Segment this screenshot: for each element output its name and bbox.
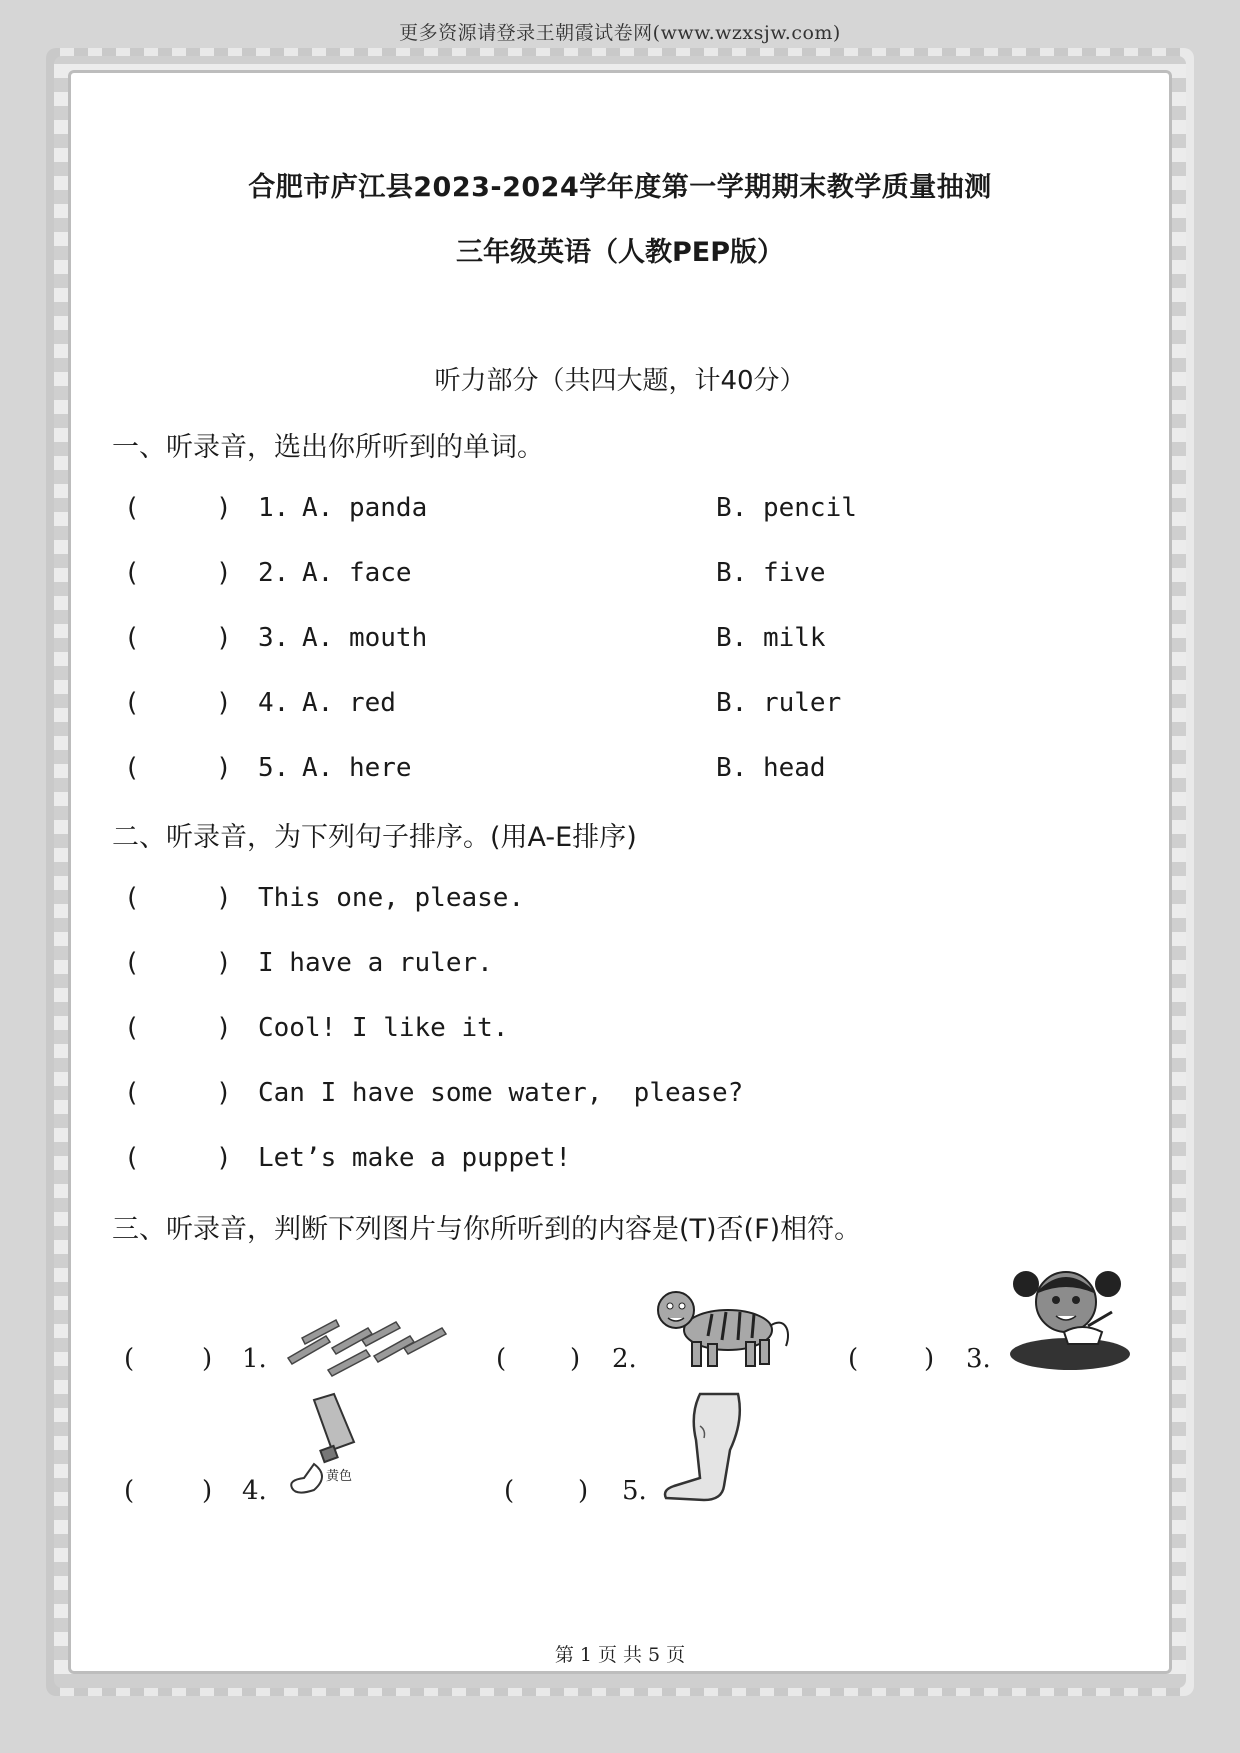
exam-title: 合肥市庐江县2023-2024学年度第一学期期末教学质量抽测 — [248, 172, 992, 203]
answer-paren-right: ) — [216, 623, 232, 653]
item-number: 1. — [242, 1344, 267, 1374]
answer-paren-left: ( — [124, 883, 140, 913]
answer-paren-right: ) — [202, 1476, 213, 1506]
item-number: 4. — [258, 688, 290, 718]
answer-paren-right: ) — [578, 1476, 589, 1506]
part1-heading: 一、听录音，选出你所听到的单词。 — [112, 432, 544, 463]
item-number: 1. — [258, 493, 290, 523]
answer-paren-left: ( — [124, 1143, 140, 1173]
answer-paren-left: ( — [124, 1344, 135, 1374]
answer-paren-right: ) — [216, 883, 232, 913]
item-number: 4. — [242, 1476, 267, 1506]
sentence-text: Let’s make a puppet! — [258, 1143, 572, 1173]
item-number: 2. — [612, 1344, 637, 1374]
top-watermark-note: 更多资源请登录王朝霞试卷网(www.wzxsjw.com) — [399, 22, 841, 44]
paint-color-label: 黄色 — [326, 1469, 353, 1484]
item-number: 2. — [258, 558, 290, 588]
sentence-text: Can I have some water, please? — [258, 1078, 744, 1108]
option-b: B. pencil — [716, 493, 857, 523]
answer-paren-left: ( — [124, 1078, 140, 1108]
paper-sheet — [68, 70, 1172, 1674]
option-b: B. head — [716, 753, 826, 783]
option-a: A. here — [302, 753, 412, 783]
option-a: A. panda — [302, 493, 428, 523]
exam-subtitle: 三年级英语（人教PEP版） — [455, 237, 785, 268]
option-b: B. milk — [716, 623, 826, 653]
answer-paren-right: ) — [216, 558, 232, 588]
part2-item-4 — [124, 1078, 1124, 1112]
option-a: A. face — [302, 558, 412, 588]
answer-paren-right: ) — [216, 753, 232, 783]
item-number: 3. — [258, 623, 290, 653]
item-number: 5. — [622, 1476, 647, 1506]
answer-paren-right: ) — [924, 1344, 935, 1374]
part2-item-3 — [124, 1013, 1124, 1047]
part3-item-5 — [504, 1476, 664, 1516]
part1-item-3 — [124, 623, 1124, 657]
sentence-text: I have a ruler. — [258, 948, 493, 978]
sentence-text: This one, please. — [258, 883, 525, 913]
part3-item-4 — [124, 1476, 284, 1516]
answer-paren-left: ( — [848, 1344, 859, 1374]
answer-paren-left: ( — [496, 1344, 507, 1374]
part2-item-5 — [124, 1143, 1124, 1177]
part3-item-3 — [848, 1344, 1008, 1384]
girl-eating-icon — [1008, 1262, 1132, 1372]
option-b: B. five — [716, 558, 826, 588]
part2-item-1 — [124, 883, 1124, 917]
sentence-text: Cool! I like it. — [258, 1013, 509, 1043]
answer-paren-left: ( — [124, 1013, 140, 1043]
part1-item-1 — [124, 493, 1124, 527]
item-number: 5. — [258, 753, 290, 783]
answer-paren-right: ) — [216, 948, 232, 978]
listening-section-header: 听力部分（共四大题，计40分） — [434, 366, 806, 396]
answer-paren-right: ) — [216, 688, 232, 718]
crayons-icon — [284, 1300, 454, 1380]
answer-paren-left: ( — [124, 623, 140, 653]
leg-icon — [660, 1390, 756, 1506]
part2-heading: 二、听录音，为下列句子排序。(用A-E排序) — [112, 822, 637, 853]
answer-paren-right: ) — [216, 493, 232, 523]
paint-tube-icon — [284, 1392, 368, 1504]
item-number: 3. — [966, 1344, 991, 1374]
answer-paren-left: ( — [124, 688, 140, 718]
part1-item-2 — [124, 558, 1124, 592]
answer-paren-right: ) — [202, 1344, 213, 1374]
part1-item-4 — [124, 688, 1124, 722]
answer-paren-right: ) — [216, 1013, 232, 1043]
answer-paren-left: ( — [124, 948, 140, 978]
page-footer: 第 1 页 共 5 页 — [554, 1644, 686, 1666]
tiger-icon — [652, 1286, 794, 1370]
part2-item-2 — [124, 948, 1124, 982]
answer-paren-right: ) — [570, 1344, 581, 1374]
option-b: B. ruler — [716, 688, 842, 718]
answer-paren-left: ( — [124, 558, 140, 588]
option-a: A. red — [302, 688, 396, 718]
answer-paren-right: ) — [216, 1078, 232, 1108]
part3-item-2 — [496, 1344, 646, 1384]
answer-paren-left: ( — [504, 1476, 515, 1506]
option-a: A. mouth — [302, 623, 428, 653]
answer-paren-left: ( — [124, 1476, 135, 1506]
part3-heading: 三、听录音，判断下列图片与你所听到的内容是(T)否(F)相符。 — [112, 1214, 862, 1245]
answer-paren-left: ( — [124, 753, 140, 783]
answer-paren-right: ) — [216, 1143, 232, 1173]
answer-paren-left: ( — [124, 493, 140, 523]
part1-item-5 — [124, 753, 1124, 787]
